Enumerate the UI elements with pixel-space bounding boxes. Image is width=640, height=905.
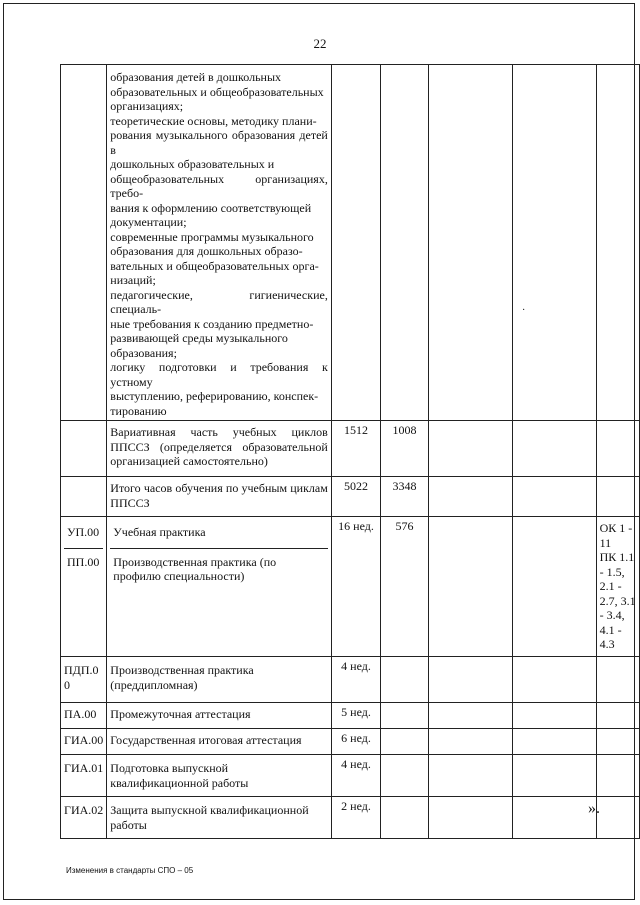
cell-empty: [596, 755, 639, 797]
desc-line: образования для дошкольных образо-: [110, 244, 303, 258]
desc-line: образования детей в дошкольных: [110, 70, 282, 84]
cell-gia00-max: 6 нед.: [331, 729, 380, 755]
code-pp: ПП.00: [67, 554, 100, 569]
desc-line: рования музыкального образования детей в: [110, 128, 328, 157]
code-up: УП.00: [64, 519, 103, 549]
cell-empty: [428, 517, 512, 657]
cell-empty: [428, 797, 512, 839]
page-footer: Изменения в стандарты СПО – 05: [66, 866, 194, 875]
row-gia02: [61, 797, 640, 839]
desc-line: вательных и общеобразовательных орга-: [110, 258, 319, 273]
cell-code-empty: [61, 65, 107, 421]
cell-pdp-max: 4 нед.: [331, 657, 380, 703]
cell-empty: [381, 657, 429, 703]
cell-gia01-max: 4 нед.: [331, 755, 380, 797]
cell-gia02-code: ГИА.02: [61, 797, 107, 839]
cell-empty: [381, 755, 429, 797]
cell-empty: [428, 703, 512, 729]
cell-empty: [512, 755, 596, 797]
cell-empty: [428, 65, 512, 421]
desc-line: общеобразовательных организациях, требо-: [110, 171, 328, 200]
competency-line: 4.3: [599, 637, 615, 651]
page-number: 22: [313, 36, 327, 51]
cell-empty: [512, 657, 596, 703]
cell-gia02-max: 2 нед.: [331, 797, 380, 839]
cell-variative-max: 1512: [331, 421, 380, 477]
cell-code-empty: [61, 477, 107, 517]
competency-line: ПК 1.1: [599, 550, 635, 564]
cell-empty: [428, 755, 512, 797]
competency-line: 2.7, 3.1: [599, 593, 636, 608]
desc-line: современные программы музыкального: [110, 229, 314, 244]
competency-line: - 1.5,: [599, 564, 625, 579]
desc-line: вания к оформлению соответствующей: [110, 200, 312, 215]
competency-line: 4.1 -: [599, 622, 622, 637]
row-total: [61, 477, 640, 517]
row-knowledge: [61, 65, 640, 421]
cell-pdp-code: ПДП.0 0: [61, 657, 107, 703]
stray-mark: ·: [522, 305, 526, 316]
cell-empty: [512, 729, 596, 755]
cell-gia00-code: ГИА.00: [61, 729, 107, 755]
cell-pdp-desc: Производственная практика (преддипломная): [107, 657, 332, 703]
row-variative: [61, 421, 640, 477]
desc-line: ные требования к созданию предметно-: [110, 316, 314, 331]
cell-max-empty: [331, 65, 380, 421]
competency-line: 2.1 -: [599, 579, 622, 593]
cell-empty: [512, 65, 596, 421]
cell-empty: [596, 703, 639, 729]
row-pdp: [61, 657, 640, 703]
cell-empty: [381, 729, 429, 755]
curriculum-table: [60, 64, 640, 839]
cell-empty: [512, 703, 596, 729]
cell-empty: [596, 657, 639, 703]
row-pa: [61, 703, 640, 729]
desc-line: выступлению, реферированию, конспек-: [110, 389, 319, 403]
desc-line: организациях;: [110, 99, 184, 113]
cell-total-max: 5022: [331, 477, 380, 517]
cell-knowledge-desc: [107, 65, 332, 421]
cell-empty: [428, 477, 512, 517]
cell-code-empty: [61, 421, 107, 477]
desc-line: образовательных и общеобразовательных: [110, 84, 324, 99]
desc-line: дошкольных образовательных и: [110, 157, 275, 171]
cell-gia02-desc: Защита выпускной квалификационной работы: [107, 797, 332, 839]
row-practice: [61, 517, 640, 657]
cell-pa-max: 5 нед.: [331, 703, 380, 729]
cell-aud-empty: [381, 65, 429, 421]
cell-gia01-desc: Подготовка выпускной квалификационной работы: [107, 755, 332, 797]
desc-line: логику подготовки и требования к устному: [110, 360, 328, 389]
cell-empty: [428, 729, 512, 755]
competency-line: ОК 1 -: [599, 521, 633, 535]
row-gia01: [61, 755, 640, 797]
cell-variative-desc: Вариативная часть учебных циклов ППССЗ (определяется образовательной организацией самостоятельно): [107, 421, 332, 477]
desc-line: низаций;: [110, 273, 156, 287]
cell-empty: [512, 517, 596, 657]
desc-line: развивающей среды музыкального: [110, 331, 288, 345]
closing-mark: ».: [588, 800, 600, 817]
row-gia00: [61, 729, 640, 755]
cell-empty: [596, 797, 639, 839]
desc-line: тированию: [110, 403, 167, 418]
cell-practice-codes: [61, 517, 107, 657]
desc-line: педагогические, гигиенические, специаль-: [110, 287, 328, 316]
cell-empty: [428, 421, 512, 477]
desc-pp: Производственная практика (по профилю специальности): [113, 554, 277, 583]
cell-total-desc: Итого часов обучения по учебным циклам ППССЗ: [107, 477, 332, 517]
desc-line: теоретические основы, методику плани-: [110, 113, 317, 128]
cell-practice-competencies: [596, 517, 639, 657]
cell-total-aud: 3348: [381, 477, 429, 517]
cell-gia00-desc: Государственная итоговая аттестация: [107, 729, 332, 755]
competency-line: - 3.4,: [599, 608, 625, 622]
cell-empty: [512, 797, 596, 839]
cell-practice-desc: [107, 517, 332, 657]
cell-empty: [381, 703, 429, 729]
cell-empty: [596, 477, 639, 517]
desc-line: документации;: [110, 215, 187, 229]
desc-line: образования;: [110, 345, 177, 360]
cell-pa-desc: Промежуточная аттестация: [107, 703, 332, 729]
cell-practice-aud: 576: [381, 517, 429, 657]
cell-variative-aud: 1008: [381, 421, 429, 477]
cell-empty: [596, 729, 639, 755]
cell-empty: [512, 477, 596, 517]
cell-empty: [512, 421, 596, 477]
cell-comp-empty: [596, 65, 639, 421]
cell-empty: [381, 797, 429, 839]
cell-gia01-code: ГИА.01: [61, 755, 107, 797]
cell-empty: [428, 657, 512, 703]
cell-pa-code: ПА.00: [61, 703, 107, 729]
cell-practice-max: 16 нед.: [331, 517, 380, 657]
competency-line: 11: [599, 535, 612, 550]
desc-up: Учебная практика: [110, 519, 328, 549]
cell-empty: [596, 421, 639, 477]
